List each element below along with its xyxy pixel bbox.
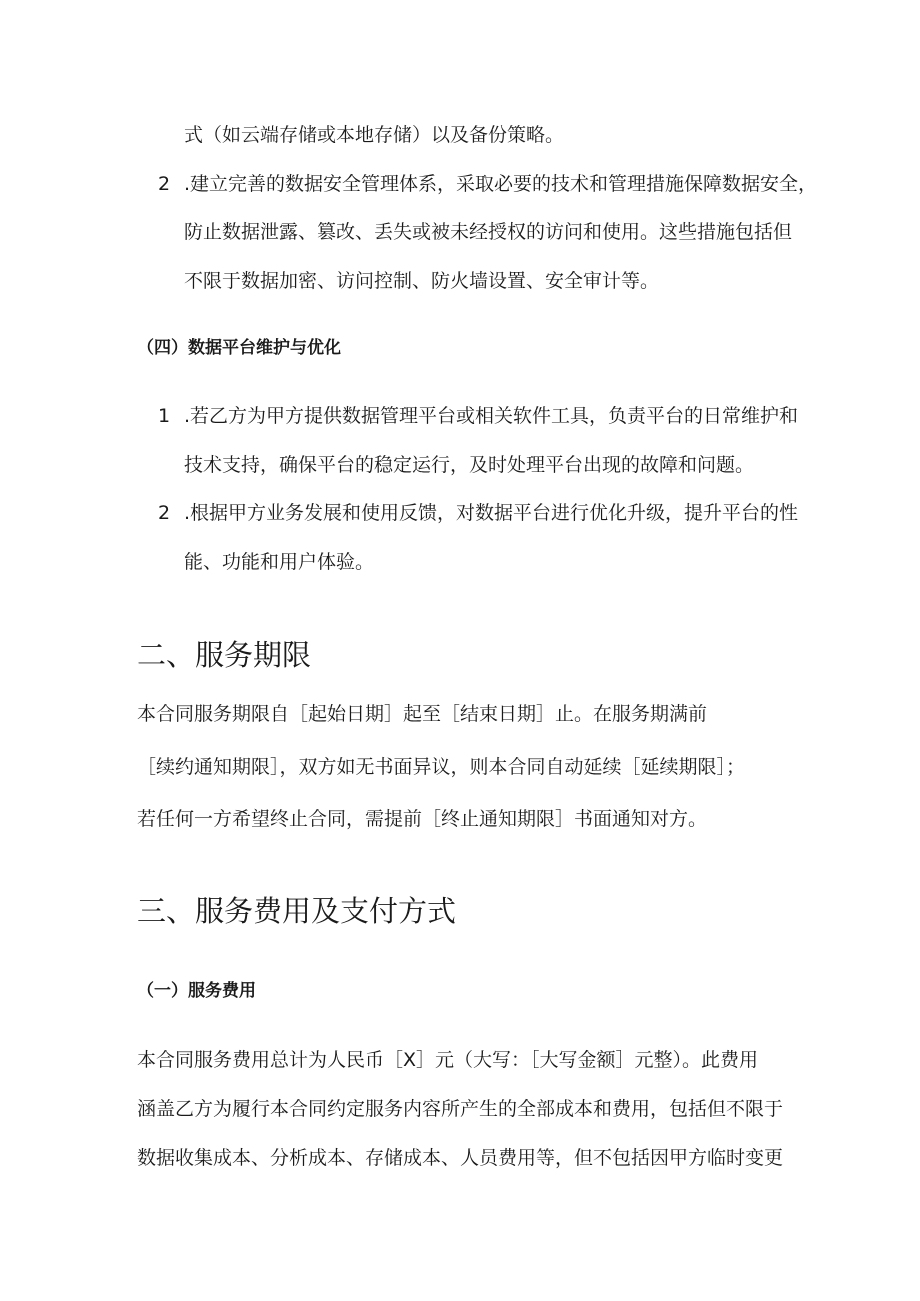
list-item-line: 能、功能和用户体验。 bbox=[184, 551, 375, 573]
sub-heading: （四）数据平台维护与优化 bbox=[137, 338, 341, 358]
list-item-line: 不限于数据加密、访问控制、防火墙设置、安全审计等。 bbox=[184, 270, 660, 292]
continuation-line: 式（如云端存储或本地存储）以及备份策略。 bbox=[184, 124, 565, 146]
list-item-number: 1 bbox=[158, 405, 171, 427]
list-item-line: .建立完善的数据安全管理体系，采取必要的技术和管理措施保障数据安全， bbox=[184, 173, 818, 195]
list-item-line: 防止数据泄露、篡改、丢失或被未经授权的访问和使用。这些措施包括但 bbox=[184, 221, 793, 243]
list-item-line: .若乙方为甲方提供数据管理平台或相关软件工具，负责平台的日常维护和 bbox=[184, 405, 799, 427]
paragraph-line: ［续约通知期限］，双方如无书面异议，则本合同自动延续［延续期限］； bbox=[137, 756, 746, 778]
sub-heading: （一）服务费用 bbox=[137, 981, 256, 1001]
section-heading: 三、服务费用及支付方式 bbox=[137, 894, 457, 928]
paragraph-line: 数据收集成本、分析成本、存储成本、人员费用等，但不包括因甲方临时变更 bbox=[137, 1147, 784, 1169]
list-item-number: 2 bbox=[158, 502, 171, 524]
list-item-line: .根据甲方业务发展和使用反馈，对数据平台进行优化升级，提升平台的性 bbox=[184, 502, 799, 524]
paragraph-line: 涵盖乙方为履行本合同约定服务内容所产生的全部成本和费用，包括但不限于 bbox=[137, 1098, 784, 1120]
section-heading: 二、服务期限 bbox=[137, 638, 312, 672]
list-item-number: 2 bbox=[158, 173, 171, 195]
paragraph-line: 本合同服务期限自［起始日期］起至［结束日期］止。在服务期满前 bbox=[137, 703, 708, 725]
list-item-line: 技术支持，确保平台的稳定运行，及时处理平台出现的故障和问题。 bbox=[184, 454, 755, 476]
paragraph-line: 若任何一方希望终止合同，需提前［终止通知期限］书面通知对方。 bbox=[137, 808, 708, 830]
paragraph-line: 本合同服务费用总计为人民币［X］元（大写：［大写金额］元整）。此费用 bbox=[137, 1049, 759, 1071]
